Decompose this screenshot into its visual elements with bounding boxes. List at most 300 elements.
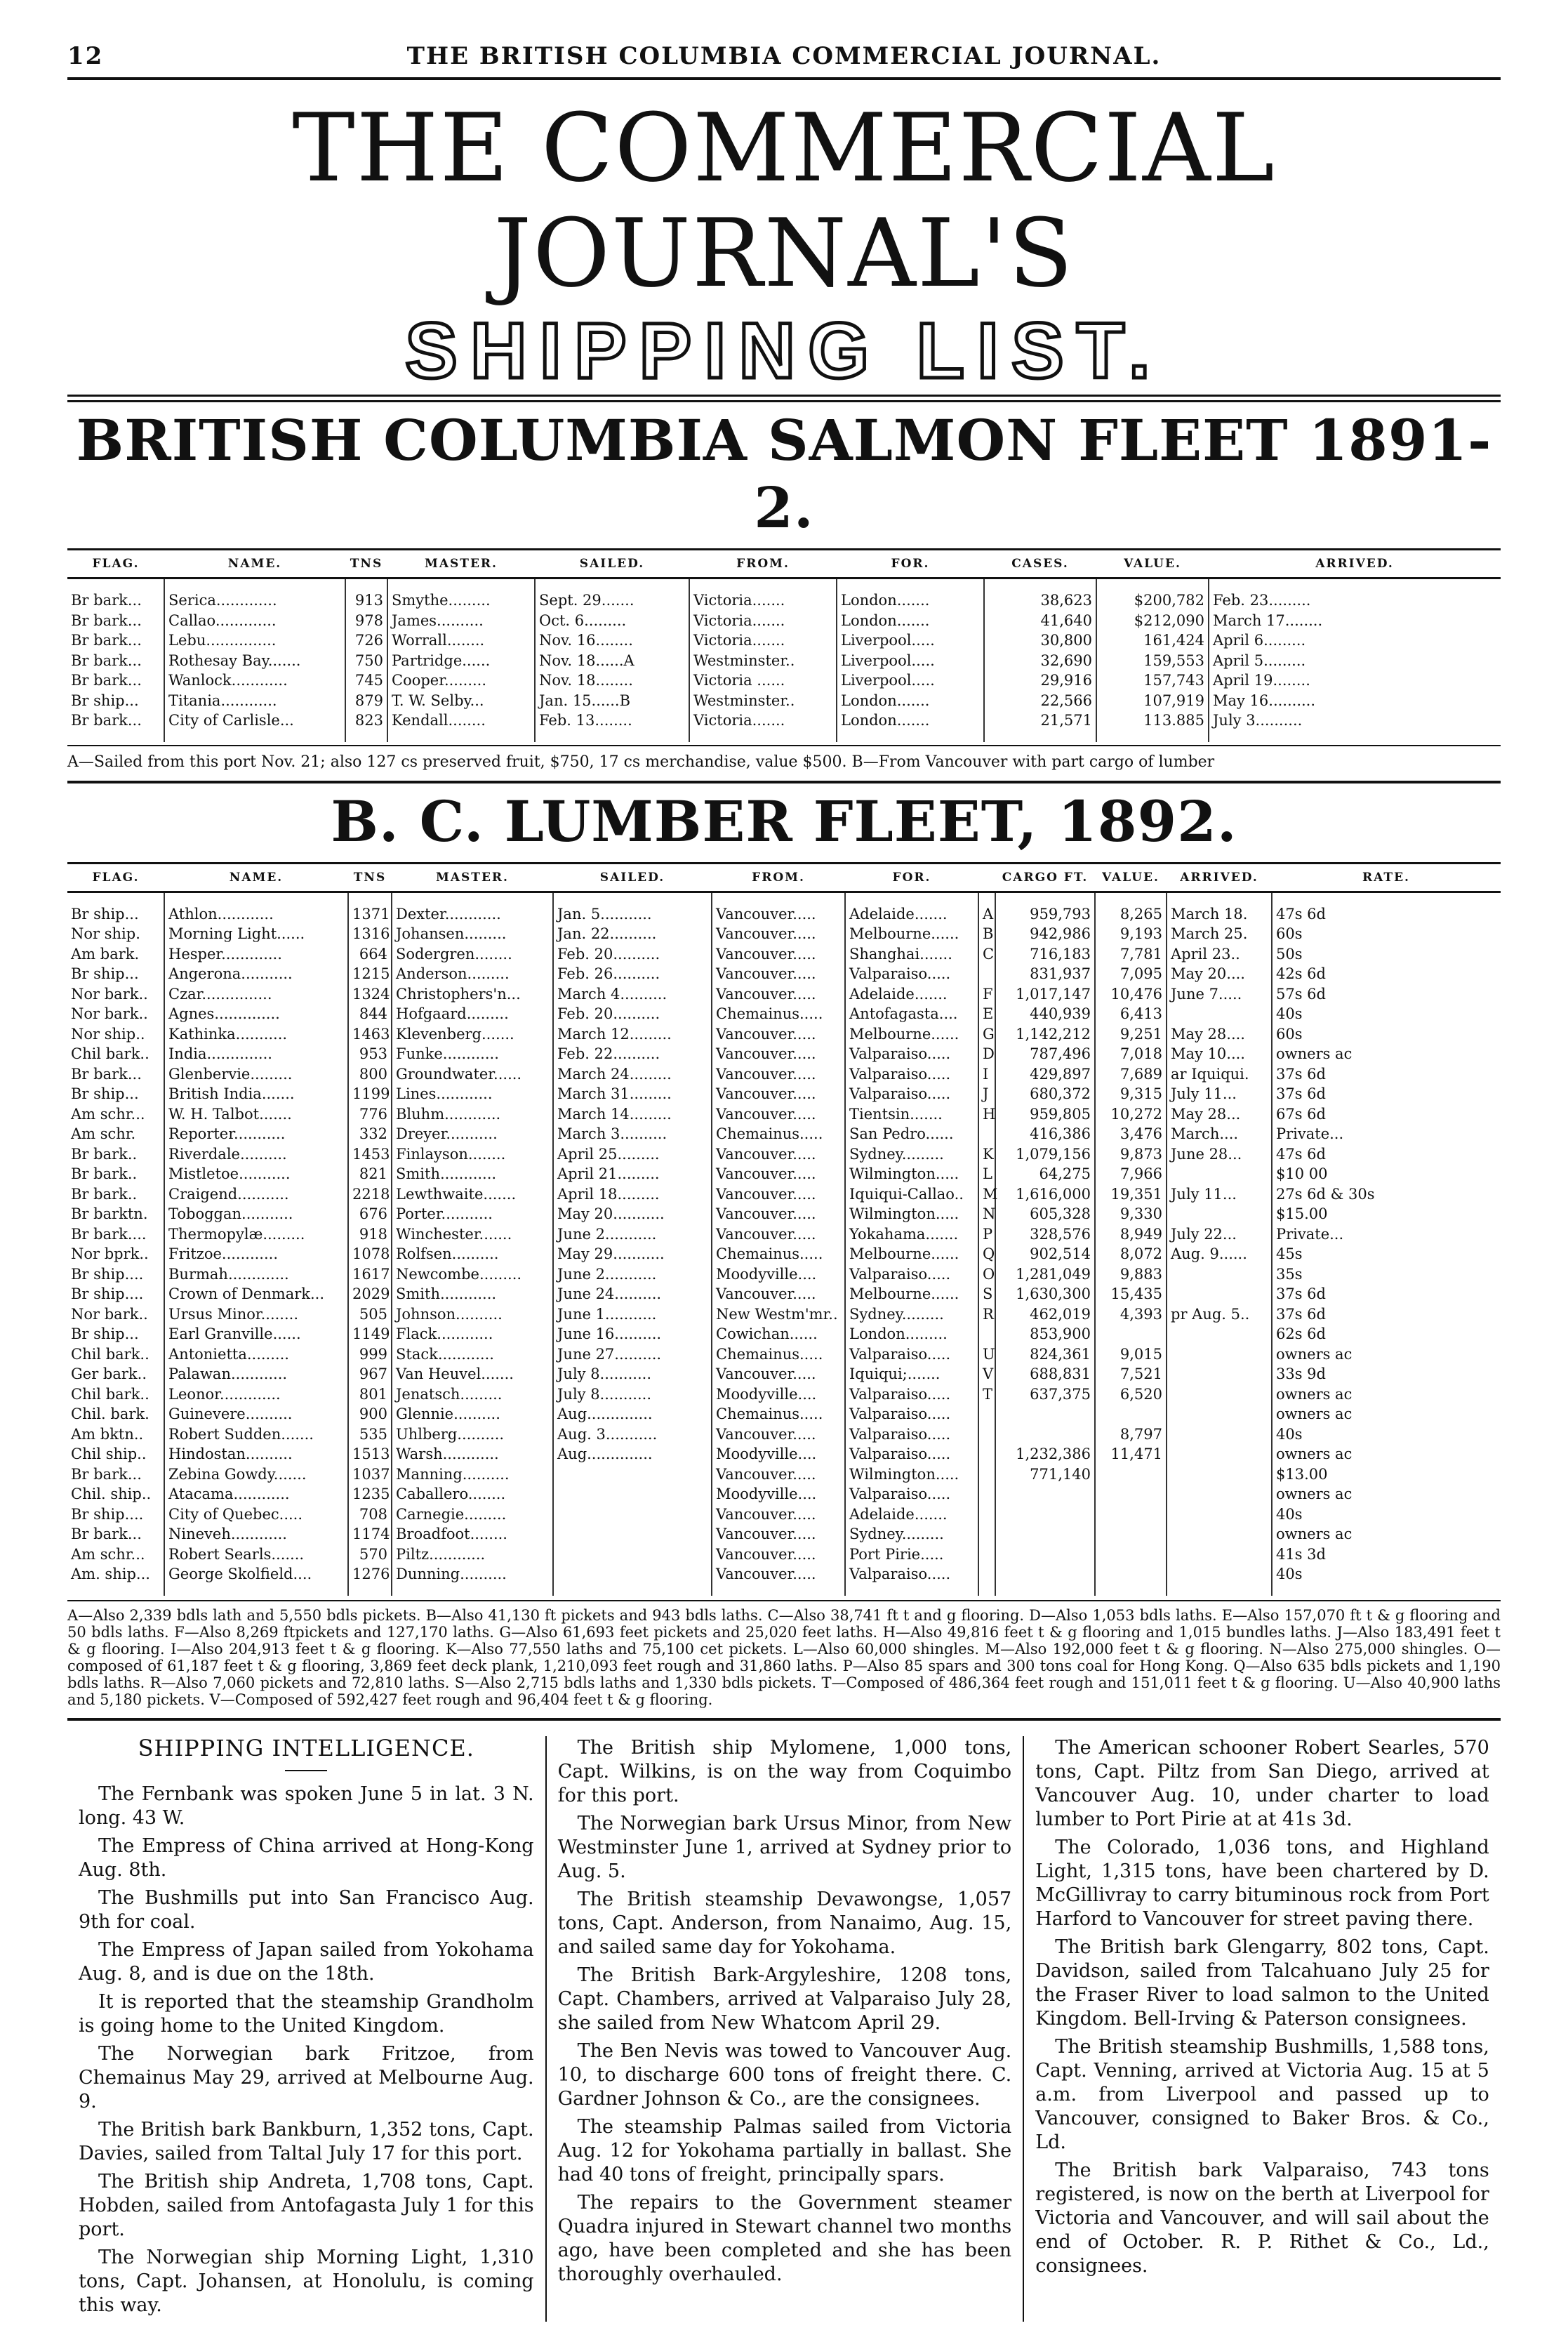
table-cell: May 20........... [553,1204,712,1224]
table-cell: Glennie.......... [392,1404,553,1424]
table-cell [1095,1524,1167,1545]
table-cell: Br ship.... [71,1505,144,1523]
table-cell: March 3.......... [553,1124,712,1144]
table-cell: London....... [837,710,984,731]
table-cell: March 25. [1167,924,1272,944]
table-cell: 879 [345,691,387,711]
spacer-cell [164,731,345,742]
table-cell: Br ship... [71,692,139,709]
table-cell: Lines............ [392,1084,553,1104]
table-cell: Nor bark.. [71,1305,148,1323]
table-cell: Feb. 26.......... [553,964,712,984]
table-cell: 157,743 [1096,670,1209,691]
table-cell: Feb. 23......... [1209,590,1501,611]
table-cell: 1215 [348,964,392,984]
table-cell: 30,800 [984,630,1096,651]
table-cell: Dreyer........... [392,1124,553,1144]
table-cell: Smythe......... [387,590,535,611]
table-cell: 787,496 [995,1044,1095,1064]
table-cell: Newcombe......... [392,1264,553,1285]
table-cell: Vancouver..... [712,1524,845,1545]
table-cell: Antofagasta.... [845,1004,978,1024]
table-cell [1167,1564,1272,1585]
table-cell [978,1564,995,1585]
salmon-header-cell: NAME. [164,550,345,578]
table-cell: 37s 6d [1272,1284,1501,1304]
table-cell: Rothesay Bay....... [164,651,345,671]
table-row [67,590,1501,611]
table-cell: 37s 6d [1272,1064,1501,1085]
table-cell [1167,1204,1272,1224]
spacer-cell [553,1585,712,1596]
table-cell: Melbourne...... [845,1024,978,1045]
table-cell: 2218 [348,1184,392,1205]
table-row [67,1144,1501,1165]
table-cell: June 16.......... [553,1324,712,1344]
table-row [67,1084,1501,1104]
table-cell: 1,017,147 [995,984,1095,1005]
spacer-cell [387,578,535,591]
table-cell: 1453 [348,1144,392,1165]
table-cell: Br bark... [71,1465,142,1483]
table-cell: Yokahama....... [845,1224,978,1245]
table-cell [978,1404,995,1424]
table-cell: Riverdale.......... [164,1144,348,1165]
table-cell: Christophers'n... [392,984,553,1005]
table-cell: Wanlock............ [164,670,345,691]
table-cell: March 12......... [553,1024,712,1045]
table-cell: May 20.... [1167,964,1272,984]
table-cell: 7,966 [1095,1164,1167,1184]
table-cell: Melbourne...... [845,1284,978,1304]
table-cell [995,1524,1095,1545]
table-row [67,691,1501,711]
table-cell: Vancouver..... [712,1424,845,1445]
lumber-footnotes: A—Also 2,339 bdls lath and 5,550 bdls pickets. B—Also 41,130 ft pickets and 943 bdls laths. C—Also 38,741 ft t and g flooring. D—Also 1,053 bdls laths. E—Also 157,070 ft t & g flooring and 50 bdls laths. F—Also 8,269 ftpickets and 127,170 laths. G—Also 61,693 feet pickets and 25,020 feet laths. H—Also 49,816 feet t & g flooring and 1,015 bundles laths. J—Also 183,491 feet t & g flooring. I—Also 204,913 feet t & g flooring. K—Also 77,550 laths and 75,100 cet pickets. L—Also 60,000 shingles. M—Also 192,000 feet t & g flooring. N—Also 275,000 shingles. O—composed of 61,187 feet t & g flooring, 3,869 feet deck plank, 1,210,093 feet rough and 31,860 laths. P—Also 85 spars and 300 tons coal for Hong Kong. Q—Also 635 bdls pickets and 1,190 bdls laths. R—Also 7,060 pickets and 72,810 laths. S—Also 2,715 bdls laths and 1,330 bdls pickets. T—Composed of 486,364 feet rough and 151,011 feet t & g flooring. U—Also 40,900 laths and 5,180 pickets. V—Composed of 592,427 feet rough and 96,404 feet t & g flooring. [67,1600,1501,1717]
lumber-header-cell: VALUE. [1095,863,1167,892]
table-cell: 27s 6d & 30s [1272,1184,1501,1205]
table-cell: 978 [345,611,387,631]
masthead-subtitle: SHIPPING LIST. [405,307,1163,395]
table-cell: Zebina Gowdy....... [164,1464,348,1485]
table-cell: Antonietta......... [164,1344,348,1365]
spacer-cell [535,731,689,742]
table-cell: Chil ship.. [71,1446,147,1462]
table-cell: Chil bark.. [71,1345,150,1363]
table-cell: 6,520 [1095,1384,1167,1405]
table-cell: D [978,1044,995,1064]
table-cell: 913 [345,590,387,611]
table-cell: 7,018 [1095,1044,1167,1064]
table-cell: Valparaiso..... [845,1344,978,1365]
news-paragraph: The Empress of Japan sailed from Yokohama Aug. 8, and is due on the 18th. [79,1938,534,1985]
spacer-cell [995,1585,1095,1596]
table-cell: Vancouver..... [712,1104,845,1125]
table-cell: June 1........... [553,1304,712,1325]
table-cell: Vancouver..... [712,984,845,1005]
table-cell: Porter........... [392,1204,553,1224]
table-cell: Vancouver..... [712,904,845,925]
table-cell [995,1504,1095,1525]
table-cell [1167,1344,1272,1365]
table-cell: Aug.............. [553,1404,712,1424]
table-cell: 953 [348,1044,392,1064]
table-spacer-row [67,731,1501,742]
table-cell: K [978,1144,995,1165]
spacer-cell [164,578,345,591]
news-paragraph: It is reported that the steamship Grandholm is going home to the United Kingdom. [79,1990,534,2037]
table-cell: B [978,924,995,944]
table-cell: Nor ship.. [71,1025,145,1043]
table-cell: Valparaiso..... [845,1404,978,1424]
table-cell: Thermopylæ......... [164,1224,348,1245]
table-cell: 40s [1272,1004,1501,1024]
table-cell: 664 [348,944,392,965]
table-cell: Valparaiso..... [845,1444,978,1464]
table-row [67,1244,1501,1264]
table-cell: 1078 [348,1244,392,1264]
spacer-cell [392,1585,553,1596]
table-cell: 8,797 [1095,1424,1167,1445]
table-cell: owners ac [1272,1344,1501,1365]
table-cell: Melbourne...... [845,924,978,944]
table-cell: Victoria ...... [689,670,837,691]
table-cell: Angerona........... [164,964,348,984]
table-cell: Feb. 22.......... [553,1044,712,1064]
table-cell: I [978,1064,995,1085]
table-cell: Nor ship. [71,925,140,942]
table-cell: 745 [345,670,387,691]
table-cell [1167,1164,1272,1184]
table-cell: Victoria....... [689,710,837,731]
spacer-cell [845,1585,978,1596]
table-cell: Vancouver..... [712,1164,845,1184]
table-cell [553,1524,712,1545]
spacer-cell [1095,892,1167,904]
table-cell: 41,640 [984,611,1096,631]
table-cell: Craigend........... [164,1184,348,1205]
table-cell: June 28... [1167,1144,1272,1165]
table-row [67,1044,1501,1064]
table-row [67,1424,1501,1445]
table-cell: 113.885 [1096,710,1209,731]
table-cell: C [978,944,995,965]
table-cell: Vancouver..... [712,1184,845,1205]
table-cell: Valparaiso..... [845,1084,978,1104]
table-cell: 60s [1272,1024,1501,1045]
news-paragraph: The British bark Glengarry, 802 tons, Capt. Davidson, sailed from Talcahuano July 25 for the Fraser River to load salmon to the United Kingdom. Bell-Irving & Paterson consignees. [1035,1936,1489,2030]
table-cell: Vancouver..... [712,1364,845,1384]
news-paragraph: The American schooner Robert Searles, 570 tons, Capt. Piltz from San Diego, arrived at Vancouver Aug. 10, under charter to load lumber to Port Pirie at at 41s 3d. [1035,1736,1489,1830]
table-cell: 967 [348,1364,392,1384]
news-paragraph: The Empress of China arrived at Hong-Kong Aug. 8th. [79,1834,534,1881]
table-cell: British India....... [164,1084,348,1104]
table-cell [1167,1284,1272,1304]
lumber-fleet-table [67,862,1501,1596]
table-cell: Anderson......... [392,964,553,984]
table-cell: Rolfsen.......... [392,1244,553,1264]
news-paragraph: The Norwegian ship Morning Light, 1,310 tons, Capt. Johansen, at Honolulu, is coming this way. [79,2246,534,2316]
table-cell: 1149 [348,1324,392,1344]
table-cell: 107,919 [1096,691,1209,711]
table-cell: 1463 [348,1024,392,1045]
salmon-header-cell: ARRIVED. [1209,550,1501,578]
spacer-cell [1272,892,1501,904]
spacer-cell [837,731,984,742]
table-cell: 37s 6d [1272,1084,1501,1104]
spacer-cell [67,892,164,904]
table-cell: Atacama............ [164,1484,348,1504]
table-cell: 823 [345,710,387,731]
table-cell: 38,623 [984,590,1096,611]
table-cell [995,1564,1095,1585]
lumber-header-cell: SAILED. [553,863,712,892]
table-cell: Klevenberg....... [392,1024,553,1045]
table-cell: U [978,1344,995,1365]
table-cell: 40s [1272,1564,1501,1585]
table-cell [1167,1404,1272,1424]
table-cell: 159,553 [1096,651,1209,671]
table-cell [553,1504,712,1525]
news-paragraph: The repairs to the Government steamer Quadra injured in Stewart channel two months ago, have been completed and she has been thoroughly overhauled. [557,2191,1012,2285]
table-cell: 959,805 [995,1104,1095,1125]
table-cell: Br ship... [71,1085,139,1102]
table-row [67,1304,1501,1325]
table-row [67,1324,1501,1344]
table-cell: G [978,1024,995,1045]
table-cell: Ursus Minor........ [164,1304,348,1325]
table-cell: May 16.......... [1209,691,1501,711]
lumber-header-cell: ARRIVED. [1167,863,1272,892]
table-cell [978,1524,995,1545]
table-cell: London......... [845,1324,978,1344]
table-cell: 570 [348,1545,392,1565]
table-cell: O [978,1264,995,1285]
table-cell: Sydney......... [845,1304,978,1325]
table-cell: Iquiqui;....... [845,1364,978,1384]
table-cell: 1,281,049 [995,1264,1095,1285]
table-cell: P [978,1224,995,1245]
table-row [67,1004,1501,1024]
spacer-cell [1209,578,1501,591]
table-cell: Vancouver..... [712,1024,845,1045]
table-cell: Cowichan...... [712,1324,845,1344]
table-cell: Bluhm............ [392,1104,553,1125]
table-cell: Sydney......... [845,1524,978,1545]
table-cell: Br bark... [71,611,142,629]
table-cell: May 29........... [553,1244,712,1264]
table-cell: 8,072 [1095,1244,1167,1264]
table-cell: Jan. 5........... [553,904,712,925]
spacer-cell [164,1585,348,1596]
table-cell: Broadfoot........ [392,1524,553,1545]
table-cell: Athlon............ [164,904,348,925]
spacer-cell [348,892,392,904]
table-cell: 801 [348,1384,392,1405]
table-cell: Br ship.... [71,1285,144,1302]
table-cell: Vancouver..... [712,964,845,984]
table-cell: Vancouver..... [712,1545,845,1565]
table-cell: Valparaiso..... [845,1044,978,1064]
table-cell: 900 [348,1404,392,1424]
table-row [67,944,1501,965]
table-cell: 6,413 [1095,1004,1167,1024]
table-cell: Nov. 18......A [535,651,689,671]
spacer-cell [1167,1585,1272,1596]
news-paragraph: The British ship Mylomene, 1,000 tons, Capt. Wilkins, is on the way from Coquimbo for this port. [557,1736,1012,1806]
table-cell [978,1124,995,1144]
spacer-cell [1272,1585,1501,1596]
lumber-header-cell: NAME. [164,863,348,892]
table-cell: Fritzoe............ [164,1244,348,1264]
table-cell: Groundwater...... [392,1064,553,1085]
lumber-header-cell: TNS [348,863,392,892]
table-cell: 42s 6d [1272,964,1501,984]
spacer-cell [387,731,535,742]
table-cell: Liverpool..... [837,630,984,651]
table-cell: Finlayson........ [392,1144,553,1165]
table-cell: Burmah............. [164,1264,348,1285]
table-row [67,1364,1501,1384]
table-cell: Q [978,1244,995,1264]
table-cell [1095,1484,1167,1504]
table-cell: Palawan............ [164,1364,348,1384]
table-cell: Moodyville.... [712,1444,845,1464]
shipping-intelligence [67,1736,1501,2322]
masthead-title: THE COMMERCIAL JOURNAL'S [292,93,1276,308]
table-cell: 726 [345,630,387,651]
table-cell: Br bark... [71,672,142,689]
table-cell: April 21......... [553,1164,712,1184]
salmon-header-cell: CASES. [984,550,1096,578]
table-cell: 824,361 [995,1344,1095,1365]
table-cell: April 18......... [553,1184,712,1205]
table-cell: 7,689 [1095,1064,1167,1085]
table-cell: 1,079,156 [995,1144,1095,1165]
table-cell [995,1404,1095,1424]
table-cell: Vancouver..... [712,1144,845,1165]
table-cell: Hesper............. [164,944,348,965]
table-cell [1095,1404,1167,1424]
table-row [67,1284,1501,1304]
table-cell: Vancouver..... [712,1204,845,1224]
lumber-header-cell: FLAG. [67,863,164,892]
table-cell: V [978,1364,995,1384]
table-cell: 902,514 [995,1244,1095,1264]
table-cell: Czar............... [164,984,348,1005]
table-cell: 999 [348,1344,392,1365]
table-cell [995,1545,1095,1565]
table-cell [1167,1484,1272,1504]
table-cell: Wilmington..... [845,1464,978,1485]
table-cell: July 8........... [553,1364,712,1384]
table-cell: Flack............ [392,1324,553,1344]
table-cell: Chil. ship.. [71,1486,152,1502]
table-cell: March.... [1167,1124,1272,1144]
table-cell: 853,900 [995,1324,1095,1344]
table-cell: 161,424 [1096,630,1209,651]
table-cell: 676 [348,1204,392,1224]
table-cell: Cooper......... [387,670,535,691]
table-cell: F [978,984,995,1005]
table-cell: Earl Granville...... [164,1324,348,1344]
table-row [67,1104,1501,1125]
table-cell: Smith............ [392,1164,553,1184]
spacer-cell [712,1585,845,1596]
table-cell [553,1464,712,1485]
table-cell: Kendall........ [387,710,535,731]
table-row [67,1464,1501,1485]
table-cell: Adelaide....... [845,904,978,925]
table-cell: 9,883 [1095,1264,1167,1285]
table-cell: London....... [837,611,984,631]
table-cell: 40s [1272,1504,1501,1525]
table-cell: 4,393 [1095,1304,1167,1325]
table-row [67,1224,1501,1245]
spacer-cell [1095,1585,1167,1596]
table-cell: Br bark.. [71,1185,138,1203]
table-cell: 2029 [348,1284,392,1304]
table-cell: Lewthwaite....... [392,1184,553,1205]
table-cell: 8,265 [1095,904,1167,925]
table-cell: Wilmington..... [845,1204,978,1224]
table-cell: Uhlberg.......... [392,1424,553,1445]
table-cell: 3,476 [1095,1124,1167,1144]
table-cell: owners ac [1272,1044,1501,1064]
page-number: 12 [67,42,104,70]
table-cell: Chemainus..... [712,1124,845,1144]
table-cell: owners ac [1272,1384,1501,1405]
table-cell: 35s [1272,1264,1501,1285]
table-cell: Caballero........ [392,1484,553,1504]
table-cell: $10 00 [1272,1164,1501,1184]
table-cell [978,1464,995,1485]
table-cell: 50s [1272,944,1501,965]
table-row [67,1524,1501,1545]
table-cell: 831,937 [995,964,1095,984]
table-cell: Br bark... [71,592,142,609]
table-cell: Callao............. [164,611,345,631]
table-cell: Vancouver..... [712,1064,845,1085]
table-cell: Nor bark.. [71,1005,148,1022]
table-cell: Vancouver..... [712,1084,845,1104]
table-cell: Victoria....... [689,611,837,631]
table-cell: Reporter........... [164,1124,348,1144]
table-cell: Am bark. [71,945,140,963]
table-cell: Nor bark.. [71,985,148,1003]
table-cell: Aug. 9...... [1167,1244,1272,1264]
table-cell: June 2........... [553,1224,712,1245]
table-cell: Adelaide....... [845,1504,978,1525]
lumber-header-cell: FROM. [712,863,845,892]
table-cell: 462,019 [995,1304,1095,1325]
salmon-footnotes: A—Sailed from this port Nov. 21; also 127 cs preserved fruit, $750, 17 cs merchandise, value $500. B—From Vancouver with part cargo of lumber [67,745,1501,783]
spacer-cell [995,892,1095,904]
table-cell: Br ship.... [71,1265,144,1283]
table-cell: 688,831 [995,1364,1095,1384]
table-row [67,1184,1501,1205]
table-cell: Toboggan........... [164,1204,348,1224]
table-cell: Br bark... [71,1065,142,1083]
table-cell: 535 [348,1424,392,1445]
table-cell: Iquiqui-Callao.. [845,1184,978,1205]
table-cell: March 18. [1167,904,1272,925]
table-cell: Br bark... [71,712,142,729]
salmon-header-cell: MASTER. [387,550,535,578]
table-cell: Feb. 13........ [535,710,689,731]
lumber-header-cell: CARGO FT. [995,863,1095,892]
table-cell: Vancouver..... [712,1464,845,1485]
